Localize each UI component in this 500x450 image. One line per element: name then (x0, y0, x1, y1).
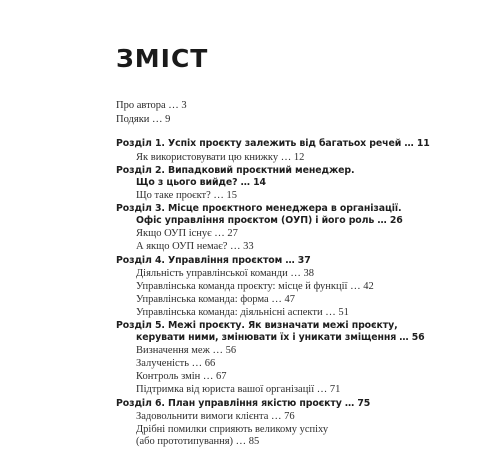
toc-chapter-1: Розділ 1. Успіх проєкту залежить від багатьох речей … 11 (116, 138, 430, 149)
toc-subsection: Дрібні помилки сприяють великому успіху (136, 424, 329, 435)
toc-subsection: Управлінська команда: форма … 47 (136, 294, 295, 305)
toc-subsection: Залученість … 66 (136, 358, 216, 369)
toc-chapter-3: Розділ 3. Місце проєктного менеджера в організації. (116, 203, 402, 214)
toc-subsection: Управлінська команда: діяльнісні аспекти … 51 (136, 307, 349, 318)
toc-subsection: Що таке проєкт? … 15 (136, 190, 238, 201)
toc-chapter-5-continuation: керувати ними, змінювати їх і уникати зміщення … 56 (136, 332, 425, 343)
toc-subsection: Визначення меж … 56 (136, 345, 237, 356)
toc-chapter-3-continuation: Офіс управління проєктом (ОУП) і його роль … 26 (136, 215, 403, 226)
toc-subsection: А якщо ОУП немає? … 33 (136, 241, 254, 252)
toc-subsection: Як використовувати цю книжку … 12 (136, 152, 305, 163)
toc-subsection: Контроль змін … 67 (136, 371, 227, 382)
toc-subsection: Підтримка від юриста вашої організації … 71 (136, 384, 341, 395)
toc-entry-acknowledgements: Подяки … 9 (116, 114, 171, 125)
toc-chapter-2: Розділ 2. Випадковий проєктний менеджер. (116, 165, 355, 176)
toc-subsection: Діяльність управлінської команди … 38 (136, 268, 315, 279)
toc-entry-about-author: Про автора … 3 (116, 100, 187, 111)
toc-chapter-4: Розділ 4. Управління проєктом … 37 (116, 255, 311, 266)
toc-subsection: Управлінська команда проєкту: місце й функції … 42 (136, 281, 374, 292)
toc-subsection: Задовольнити вимоги клієнта … 76 (136, 411, 295, 422)
toc-chapter-2-continuation: Що з цього вийде? … 14 (136, 177, 266, 188)
page-title: ЗМІСТ (116, 44, 209, 73)
toc-subsection-continuation: (або прототипування) … 85 (136, 436, 260, 447)
toc-chapter-5: Розділ 5. Межі проєкту. Як визначати межі проєкту, (116, 320, 398, 331)
toc-chapter-6: Розділ 6. План управління якістю проєкту … 75 (116, 398, 371, 409)
toc-subsection: Якщо ОУП існує … 27 (136, 228, 238, 239)
